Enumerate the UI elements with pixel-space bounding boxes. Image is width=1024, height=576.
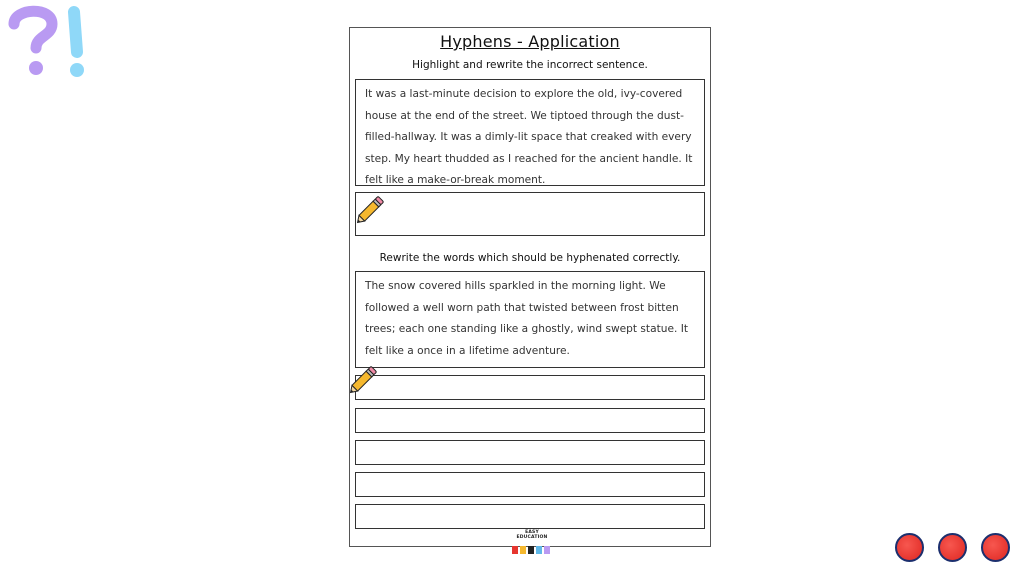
navigation-dots	[895, 533, 1010, 562]
nav-dot-3[interactable]	[981, 533, 1010, 562]
answer-box-1[interactable]	[355, 192, 705, 236]
worksheet-title: Hyphens - Application	[440, 32, 620, 51]
answer-line-1[interactable]	[355, 375, 705, 400]
passage-1: It was a last-minute decision to explore the old, ivy-covered house at the end of the street. We tiptoed through the dust-filled-hallway. It was a dimly-lit space that creaked with every step. My heart thudded as I reached for the ancient handle. It felt like a make-or-break moment.	[355, 79, 705, 186]
instruction-highlight: Highlight and rewrite the incorrect sentence.	[412, 59, 648, 71]
nav-dot-2[interactable]	[938, 533, 967, 562]
footer-logo-label: EASY EDUCATION	[516, 530, 548, 540]
question-exclamation-icon	[8, 2, 92, 86]
answer-line-2[interactable]	[355, 408, 705, 433]
nav-dot-1[interactable]	[895, 533, 924, 562]
pencil-icon	[354, 192, 388, 230]
answer-line-3[interactable]	[355, 440, 705, 465]
pencil-icon	[347, 362, 381, 400]
answer-line-5[interactable]	[355, 504, 705, 529]
instruction-rewrite: Rewrite the words which should be hyphenated correctly.	[379, 252, 681, 264]
answer-line-4[interactable]	[355, 472, 705, 497]
worksheet-page	[349, 27, 711, 547]
passage-2: The snow covered hills sparkled in the morning light. We followed a well worn path that twisted between frost bitten trees; each one standing like a ghostly, wind swept statue. It felt like a once in a lifetime adventure.	[355, 271, 705, 368]
easy-education-logo	[510, 530, 554, 559]
logo-mark-icon	[510, 545, 554, 555]
